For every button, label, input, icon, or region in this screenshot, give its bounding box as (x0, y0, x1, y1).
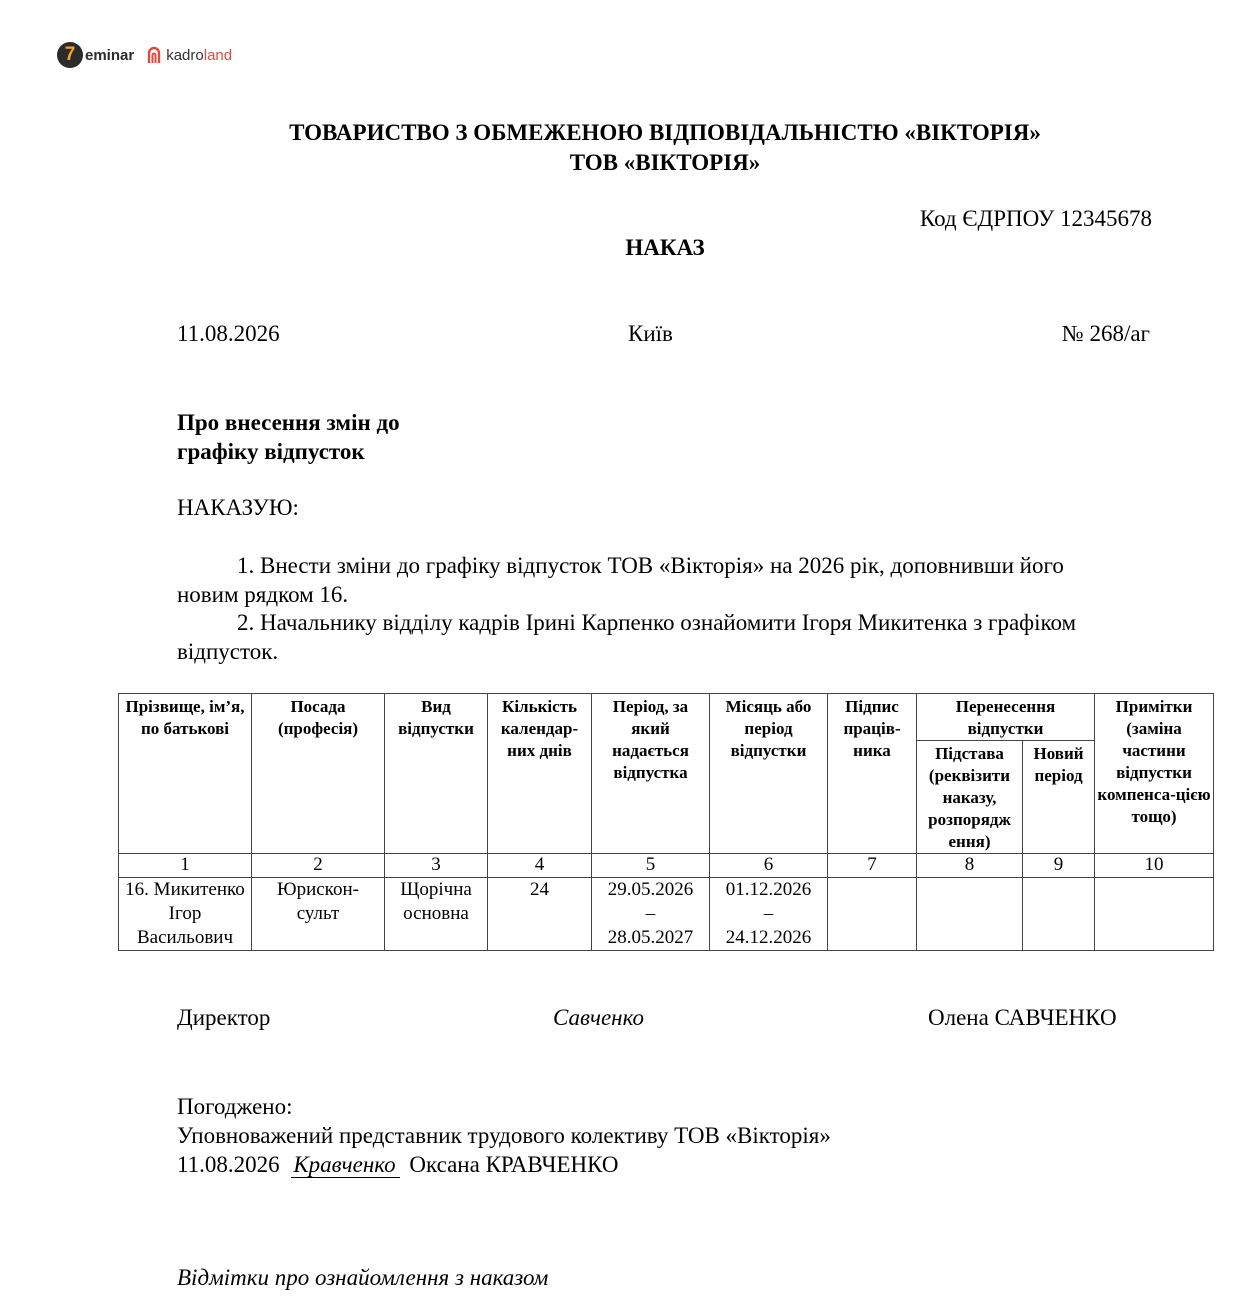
column-number: 2 (252, 854, 385, 878)
cell-employee-signature (828, 878, 917, 951)
cell-new-period (1023, 878, 1095, 951)
cell-position (252, 878, 385, 951)
order-item-2-first-line: 2. Начальнику відділу кадрів Ірині Карпенко ознайомити Ігоря Микитенка з графіком (237, 610, 1077, 635)
acquaintance-note: Відмітки про ознайомлення з наказом (177, 1265, 549, 1290)
position-line: Юрискон- (277, 879, 359, 900)
document-title: НАКАЗ (625, 235, 705, 260)
approval-block (177, 1092, 831, 1179)
cell-vacation-type (385, 878, 488, 951)
cell-full-name (119, 878, 252, 951)
header-days-count: Кількість календар-них днів (488, 694, 592, 854)
order-subject (177, 408, 400, 466)
name-line: Васильович (136, 927, 234, 948)
subject-line-1: Про внесення змін до (177, 410, 400, 435)
header-vacation-month: Місяць або період відпустки (710, 694, 828, 854)
month-from: 01.12.2026 (725, 879, 812, 900)
column-number: 3 (385, 854, 488, 878)
kadroland-logo-icon (146, 46, 162, 64)
order-item-2-rest: відпусток. (177, 639, 279, 664)
period-from: 29.05.2026 (607, 879, 694, 900)
position-line: сульт (296, 903, 340, 924)
table-row (119, 878, 1214, 951)
edrpou-code: Код ЄДРПОУ 12345678 (919, 206, 1152, 231)
name-line: 16. Микитенко (125, 879, 245, 900)
column-number: 4 (488, 854, 592, 878)
column-number: 10 (1095, 854, 1214, 878)
name-line: Ігор (168, 903, 202, 924)
header-notes: Примітки (заміна частини відпустки компенса-цією тощо) (1095, 694, 1214, 854)
order-number: № 268/аг (1061, 321, 1150, 346)
type-line: Щорічна (400, 879, 472, 900)
director-signature: Савченко (553, 1005, 644, 1030)
order-item-1 (177, 551, 1152, 609)
type-line: основна (403, 903, 469, 924)
approval-signature: Кравченко (291, 1152, 399, 1178)
cell-days-count: 24 (488, 878, 592, 951)
column-number: 6 (710, 854, 828, 878)
column-number: 9 (1023, 854, 1095, 878)
column-number: 5 (592, 854, 710, 878)
header-work-period: Період, за який надається відпустка (592, 694, 710, 854)
org-short-name: ТОВ «ВІКТОРІЯ» (569, 150, 761, 175)
column-number: 8 (917, 854, 1023, 878)
kadroland-logo-text: kadroland (166, 46, 233, 64)
director-name: Олена САВЧЕНКО (928, 1005, 1117, 1030)
month-dash: – (763, 903, 774, 924)
approval-role: Уповноважений представник трудового колективу ТОВ «Вікторія» (177, 1123, 831, 1148)
org-full-name: ТОВАРИСТВО З ОБМЕЖЕНОЮ ВІДПОВІДАЛЬНІСТЮ «ВІКТОРІЯ» (289, 120, 1041, 145)
order-word: НАКАЗУЮ: (177, 495, 299, 520)
cell-work-period (592, 878, 710, 951)
cell-notes (1095, 878, 1214, 951)
approval-name: Оксана КРАВЧЕНКО (409, 1152, 619, 1177)
seminar-logo-text: eminar (85, 46, 135, 64)
table-number-row (119, 854, 1214, 878)
approval-line (177, 1150, 831, 1179)
header-logos (57, 40, 232, 70)
column-number: 7 (828, 854, 917, 878)
column-number: 1 (119, 854, 252, 878)
order-item-1-rest: новим рядком 16. (177, 582, 349, 607)
seminar-logo-icon: 7 (57, 42, 83, 68)
vacation-schedule-table (118, 693, 1214, 951)
subject-line-2: графіку відпусток (177, 439, 365, 464)
order-date: 11.08.2026 (177, 321, 280, 346)
order-item-2 (177, 608, 1152, 666)
header-transfer-group: Перенесення відпустки (917, 694, 1095, 741)
header-employee-signature: Підпис працiв-ника (828, 694, 917, 854)
order-city: Київ (628, 321, 673, 346)
header-transfer-basis: Підстава (реквізити наказу, розпорядж ення) (917, 741, 1023, 854)
month-to: 24.12.2026 (725, 927, 812, 948)
director-position: Директор (177, 1005, 271, 1030)
header-new-period: Новий період (1023, 741, 1095, 854)
header-full-name: Прізвище, ім’я, по батькові (119, 694, 252, 854)
order-item-1-first-line: 1. Внести зміни до графіку відпусток ТОВ «Вікторія» на 2026 рік, доповнивши його (237, 553, 1064, 578)
period-to: 28.05.2027 (607, 927, 694, 948)
cell-transfer-basis (917, 878, 1023, 951)
approval-date: 11.08.2026 (177, 1152, 280, 1177)
period-dash: – (645, 903, 656, 924)
cell-vacation-month (710, 878, 828, 951)
header-position: Посада (професія) (252, 694, 385, 854)
approval-label: Погоджено: (177, 1094, 293, 1119)
header-vacation-type: Вид відпустки (385, 694, 488, 854)
